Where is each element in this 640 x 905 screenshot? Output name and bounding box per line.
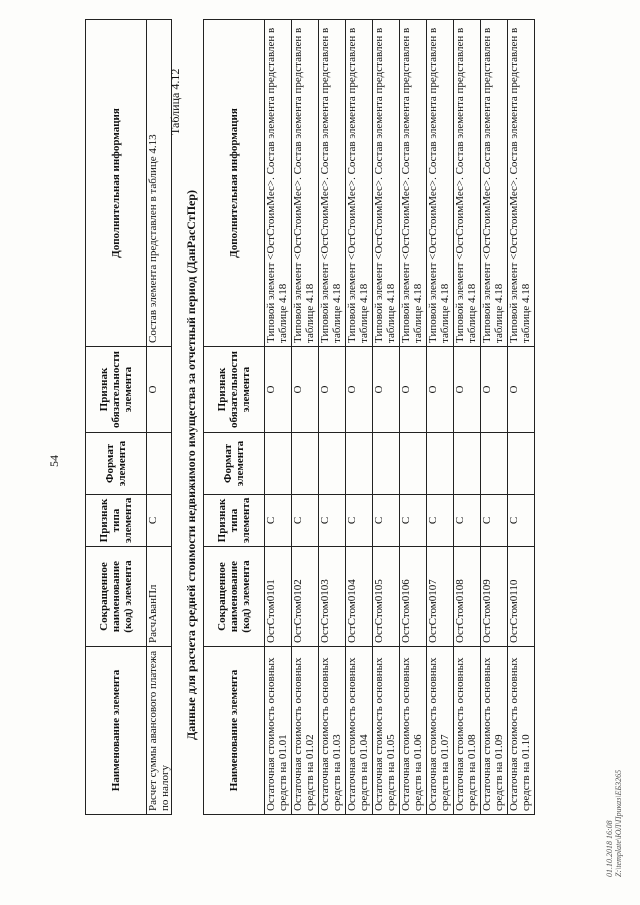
element-code: ОстСтом0107 <box>427 547 454 647</box>
element-info: Типовой элемент <ОстСтоимМес>. Состав элемента представлен в таблице 4.18 <box>292 20 319 347</box>
table-2 <box>203 19 535 815</box>
element-type: С <box>427 495 454 547</box>
element-required: О <box>147 347 172 433</box>
element-type: С <box>319 495 346 547</box>
element-name: Остаточная стоимость основных средств на 01.08 <box>454 647 481 815</box>
element-type: С <box>292 495 319 547</box>
element-info: Типовой элемент <ОстСтоимМес>. Состав элемента представлен в таблице 4.18 <box>454 20 481 347</box>
column-header: Наименование элемента <box>204 647 265 815</box>
table-row <box>346 20 373 815</box>
column-header: Сокращенное наименование (код) элемента <box>86 547 147 647</box>
element-info: Состав элемента представлен в таблице 4.13 <box>147 20 172 347</box>
element-info: Типовой элемент <ОстСтоимМес>. Состав элемента представлен в таблице 4.18 <box>319 20 346 347</box>
table-row <box>400 20 427 815</box>
footer-path: Z:\template\ЮЛ\Приказ\ЕБ3265 <box>614 769 623 877</box>
element-name: Остаточная стоимость основных средств на 01.10 <box>508 647 535 815</box>
element-info: Типовой элемент <ОстСтоимМес>. Состав элемента представлен в таблице 4.18 <box>265 20 292 347</box>
table-row <box>147 20 172 815</box>
element-name: Остаточная стоимость основных средств на 01.04 <box>346 647 373 815</box>
element-format <box>292 433 319 495</box>
element-format <box>319 433 346 495</box>
element-name: Остаточная стоимость основных средств на 01.01 <box>265 647 292 815</box>
table-row <box>319 20 346 815</box>
table-row <box>265 20 292 815</box>
element-name: Остаточная стоимость основных средств на 01.05 <box>373 647 400 815</box>
element-required: О <box>481 347 508 433</box>
column-header: Признак обязательности элемента <box>204 347 265 433</box>
element-format <box>346 433 373 495</box>
table-caption: Таблица 4.12 <box>168 68 182 135</box>
table-row <box>508 20 535 815</box>
element-required: О <box>319 347 346 433</box>
element-required: О <box>508 347 535 433</box>
element-required: О <box>400 347 427 433</box>
element-required: О <box>346 347 373 433</box>
element-type: С <box>346 495 373 547</box>
element-format <box>147 433 172 495</box>
table-2-body <box>265 20 535 815</box>
element-format <box>427 433 454 495</box>
element-code: ОстСтом0110 <box>508 547 535 647</box>
element-format <box>373 433 400 495</box>
element-required: О <box>427 347 454 433</box>
element-code: ОстСтом0105 <box>373 547 400 647</box>
element-name: Остаточная стоимость основных средств на 01.03 <box>319 647 346 815</box>
element-info: Типовой элемент <ОстСтоимМес>. Состав элемента представлен в таблице 4.18 <box>373 20 400 347</box>
column-header: Наименование элемента <box>86 647 147 815</box>
element-name: Остаточная стоимость основных средств на 01.02 <box>292 647 319 815</box>
table-2-header-row <box>204 20 265 815</box>
table-title: Данные для расчета средней стоимости недвижимого имущества за отчетный период (ДанРасСтПер) <box>184 189 198 741</box>
element-required: О <box>292 347 319 433</box>
element-format <box>265 433 292 495</box>
table-1 <box>85 19 172 815</box>
element-code: РасчАванПл <box>147 547 172 647</box>
table-row <box>292 20 319 815</box>
element-name: Остаточная стоимость основных средств на 01.09 <box>481 647 508 815</box>
table-1-header-row <box>86 20 147 815</box>
element-code: ОстСтом0104 <box>346 547 373 647</box>
page-number: 54 <box>47 455 61 467</box>
element-format <box>481 433 508 495</box>
element-name: Остаточная стоимость основных средств на 01.07 <box>427 647 454 815</box>
column-header: Дополнительная информация <box>86 20 147 347</box>
element-format <box>508 433 535 495</box>
element-code: ОстСтом0106 <box>400 547 427 647</box>
column-header: Формат элемента <box>204 433 265 495</box>
table-row <box>481 20 508 815</box>
element-info: Типовой элемент <ОстСтоимМес>. Состав элемента представлен в таблице 4.18 <box>481 20 508 347</box>
element-code: ОстСтом0101 <box>265 547 292 647</box>
column-header: Дополнительная информация <box>204 20 265 347</box>
element-type: С <box>400 495 427 547</box>
column-header: Формат элемента <box>86 433 147 495</box>
column-header: Признак типа элемента <box>204 495 265 547</box>
footer-stamp <box>605 770 623 877</box>
column-header: Сокращенное наименование (код) элемента <box>204 547 265 647</box>
table-row <box>373 20 400 815</box>
element-name: Расчет суммы авансового платежа по налогу <box>147 647 172 815</box>
element-format <box>454 433 481 495</box>
column-header: Признак обязательности элемента <box>86 347 147 433</box>
element-info: Типовой элемент <ОстСтоимМес>. Состав элемента представлен в таблице 4.18 <box>346 20 373 347</box>
element-code: ОстСтом0103 <box>319 547 346 647</box>
element-type: С <box>147 495 172 547</box>
element-required: О <box>265 347 292 433</box>
table-row <box>427 20 454 815</box>
element-type: С <box>454 495 481 547</box>
element-type: С <box>265 495 292 547</box>
element-format <box>400 433 427 495</box>
element-info: Типовой элемент <ОстСтоимМес>. Состав элемента представлен в таблице 4.18 <box>400 20 427 347</box>
element-type: С <box>481 495 508 547</box>
column-header: Признак типа элемента <box>86 495 147 547</box>
element-required: О <box>373 347 400 433</box>
footer-date: 01.10.2018 16:08 <box>605 820 614 877</box>
element-type: С <box>508 495 535 547</box>
element-type: С <box>373 495 400 547</box>
element-name: Остаточная стоимость основных средств на 01.06 <box>400 647 427 815</box>
element-code: ОстСтом0102 <box>292 547 319 647</box>
table-row <box>454 20 481 815</box>
element-code: ОстСтом0109 <box>481 547 508 647</box>
element-info: Типовой элемент <ОстСтоимМес>. Состав элемента представлен в таблице 4.18 <box>427 20 454 347</box>
element-info: Типовой элемент <ОстСтоимМес>. Состав элемента представлен в таблице 4.18 <box>508 20 535 347</box>
element-required: О <box>454 347 481 433</box>
element-code: ОстСтом0108 <box>454 547 481 647</box>
